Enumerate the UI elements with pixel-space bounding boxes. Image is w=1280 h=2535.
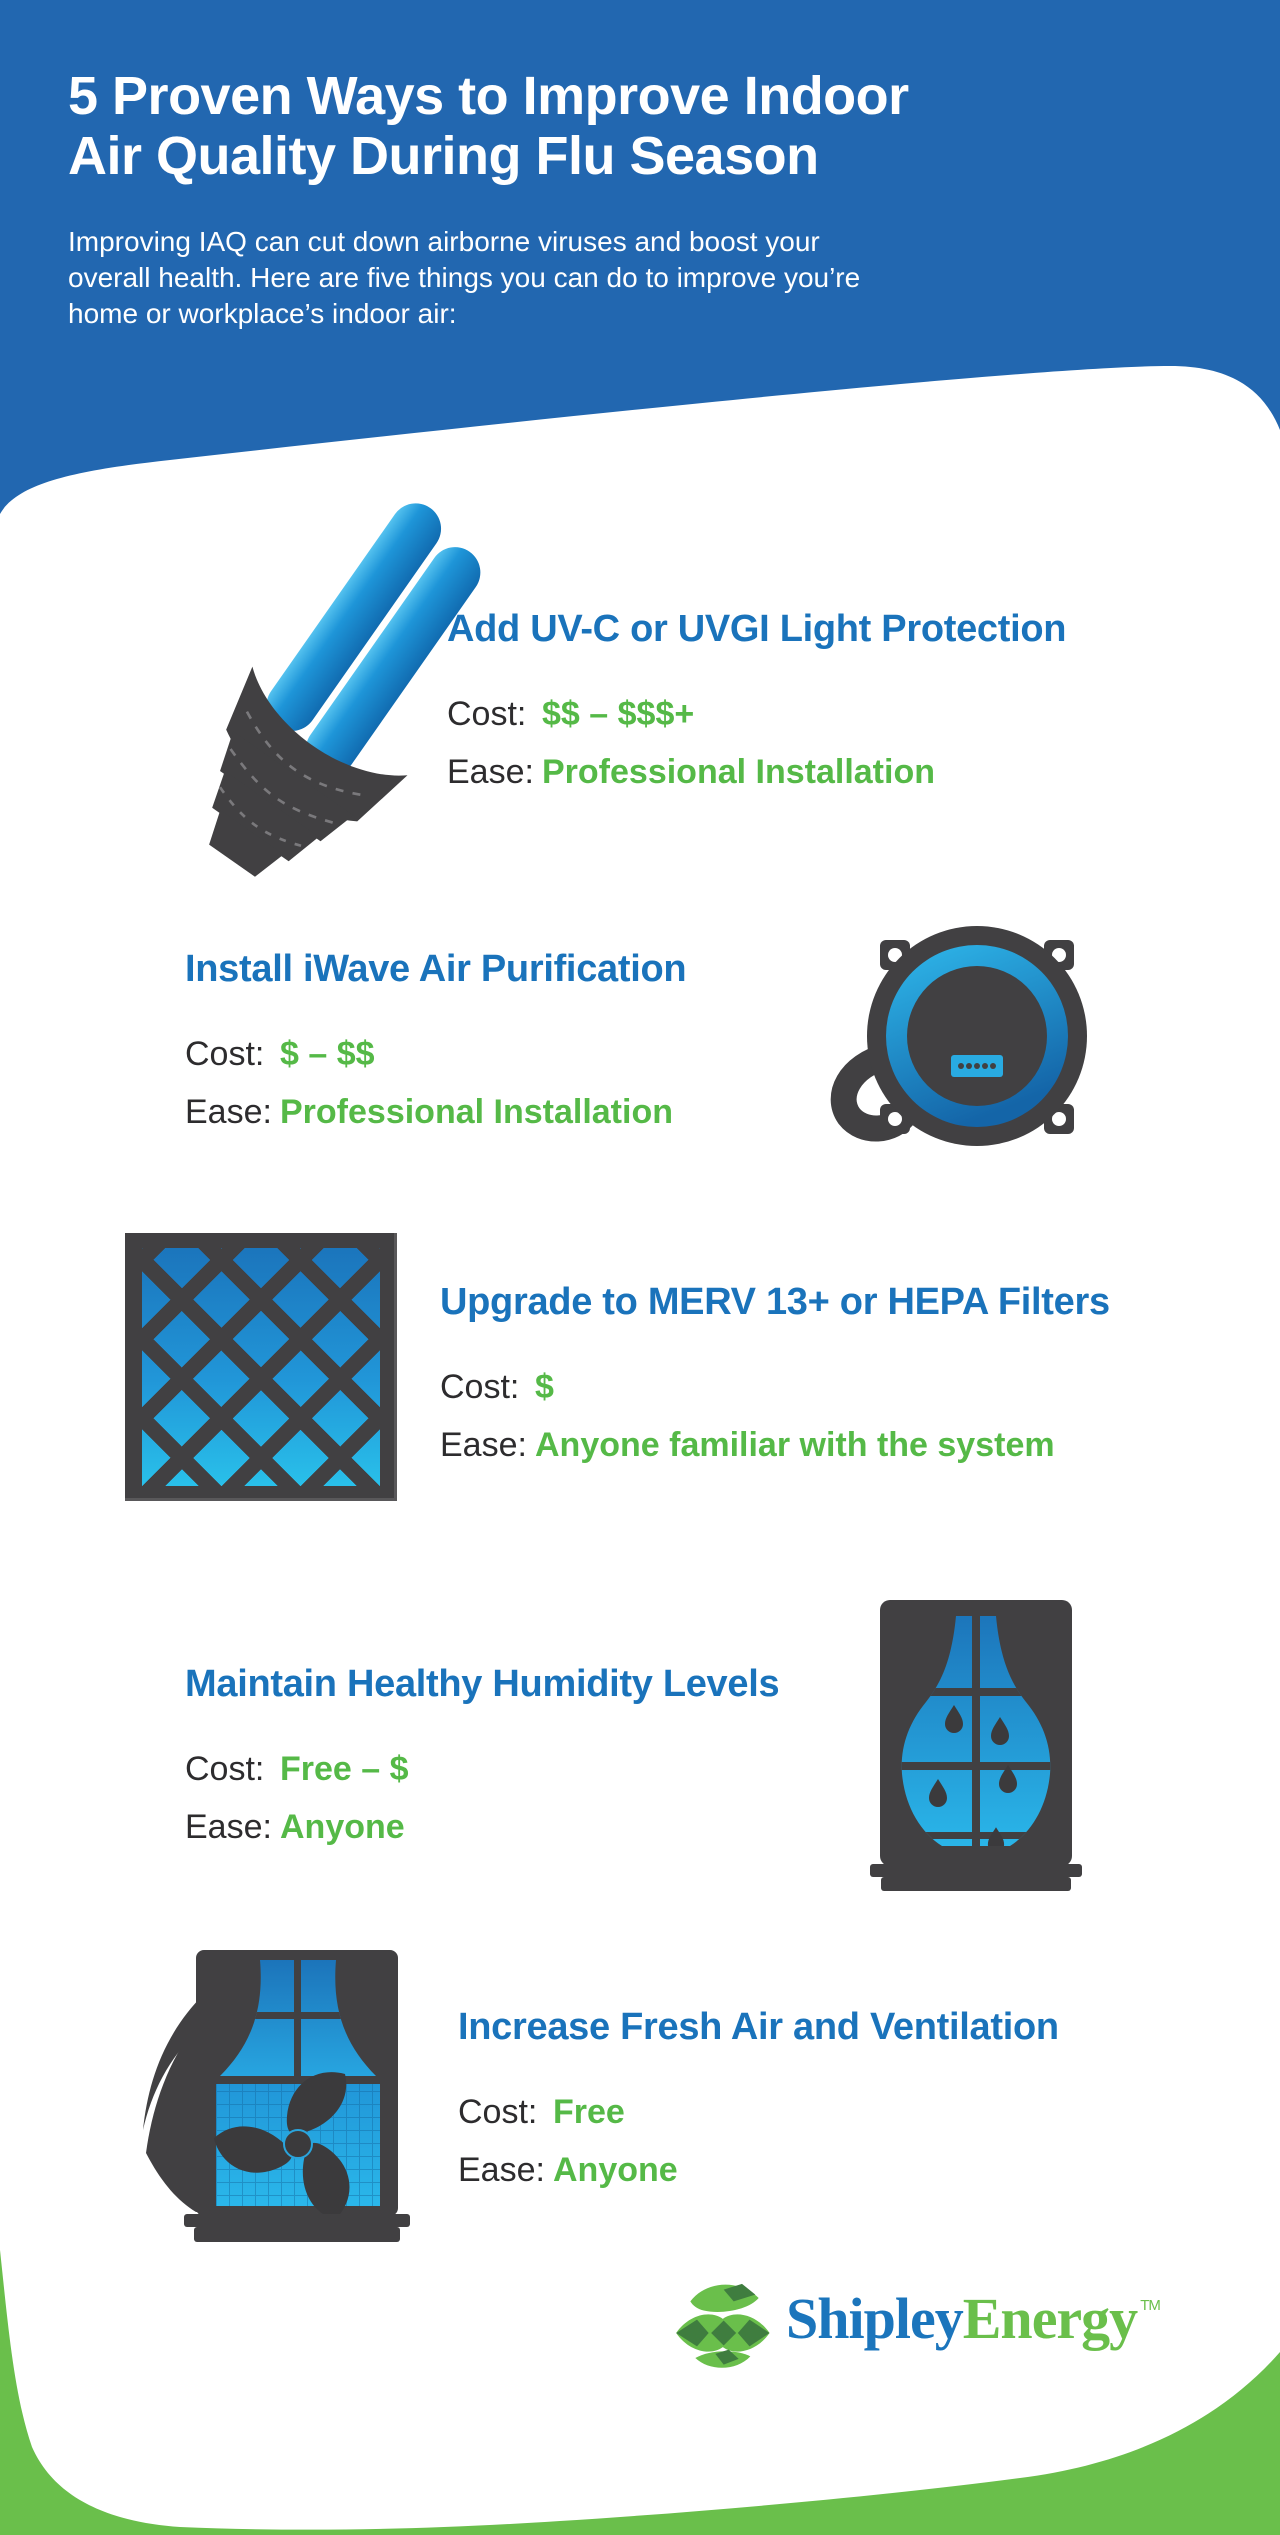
cost-value: $ – $$: [280, 1035, 375, 1073]
ease-value: Anyone: [553, 2151, 678, 2189]
page-title-line2: Air Quality During Flu Season: [68, 126, 819, 186]
page-subtitle-line2: overall health. Here are five things you can do to improve you’re: [68, 262, 861, 293]
ease-label: Ease:: [185, 1093, 272, 1131]
ease-row: [185, 1798, 779, 1856]
cost-label: Cost:: [447, 695, 527, 733]
section-heading: Upgrade to MERV 13+ or HEPA Filters: [440, 1281, 1110, 1323]
shipley-leaf-globe-icon: [672, 2266, 772, 2370]
cost-row: [447, 685, 1066, 743]
ease-label: Ease:: [440, 1426, 527, 1464]
cost-row: [458, 2083, 1059, 2141]
cost-value: $: [535, 1368, 554, 1406]
humidity-window-icon: [868, 1596, 1084, 1901]
window-fan-icon: [138, 1948, 430, 2253]
section-ventilation: [458, 2006, 1059, 2199]
section-iwave: [185, 948, 686, 1141]
page-subtitle-line3: home or workplace’s indoor air:: [68, 298, 457, 329]
ease-value: Professional Installation: [542, 753, 935, 791]
section-humidity: [185, 1663, 779, 1856]
logo-word-energy: Energy: [962, 2285, 1138, 2351]
cost-value: Free: [553, 2093, 625, 2131]
page-subtitle-line1: Improving IAQ can cut down airborne viruses and boost your: [68, 226, 820, 257]
section-filters: [440, 1281, 1110, 1474]
section-heading: Increase Fresh Air and Ventilation: [458, 2006, 1059, 2048]
cost-row: [185, 1740, 779, 1798]
cost-label: Cost:: [440, 1368, 520, 1406]
ease-row: [458, 2141, 1059, 2199]
cost-row: [440, 1358, 1110, 1416]
cost-label: Cost:: [458, 2093, 538, 2131]
cost-label: Cost:: [185, 1750, 265, 1788]
cost-row: [185, 1025, 686, 1083]
page-title: [68, 66, 909, 186]
shipley-energy-logo: [672, 2266, 1160, 2370]
section-heading: Install iWave Air Purification: [185, 948, 687, 990]
hvac-filter-mesh: [142, 1248, 380, 1486]
section-heading: Add UV-C or UVGI Light Protection: [447, 608, 1067, 650]
ease-value: Professional Installation: [280, 1093, 673, 1131]
section-heading: Maintain Healthy Humidity Levels: [185, 1663, 780, 1705]
ease-label: Ease:: [447, 753, 534, 791]
hvac-filter-icon: [125, 1233, 397, 1501]
logo-word-shipley: Shipley: [786, 2285, 963, 2351]
header: [68, 66, 909, 332]
page-subtitle: [68, 224, 909, 332]
iwave-device-icon: [795, 908, 1105, 1163]
cost-value: $$ – $$$+: [542, 695, 695, 733]
ease-row: [447, 743, 1066, 801]
section-uvc-light: [447, 608, 1066, 801]
ease-row: [440, 1416, 1110, 1474]
logo-trademark: TM: [1140, 2296, 1160, 2314]
ease-row: [185, 1083, 686, 1141]
ease-value: Anyone familiar with the system: [535, 1426, 1055, 1464]
ease-label: Ease:: [458, 2151, 545, 2189]
cost-value: Free – $: [280, 1750, 409, 1788]
logo-wordmark: [786, 2285, 1160, 2352]
cost-label: Cost:: [185, 1035, 265, 1073]
ease-label: Ease:: [185, 1808, 272, 1846]
page-title-line1: 5 Proven Ways to Improve Indoor: [68, 66, 909, 126]
ease-value: Anyone: [280, 1808, 405, 1846]
